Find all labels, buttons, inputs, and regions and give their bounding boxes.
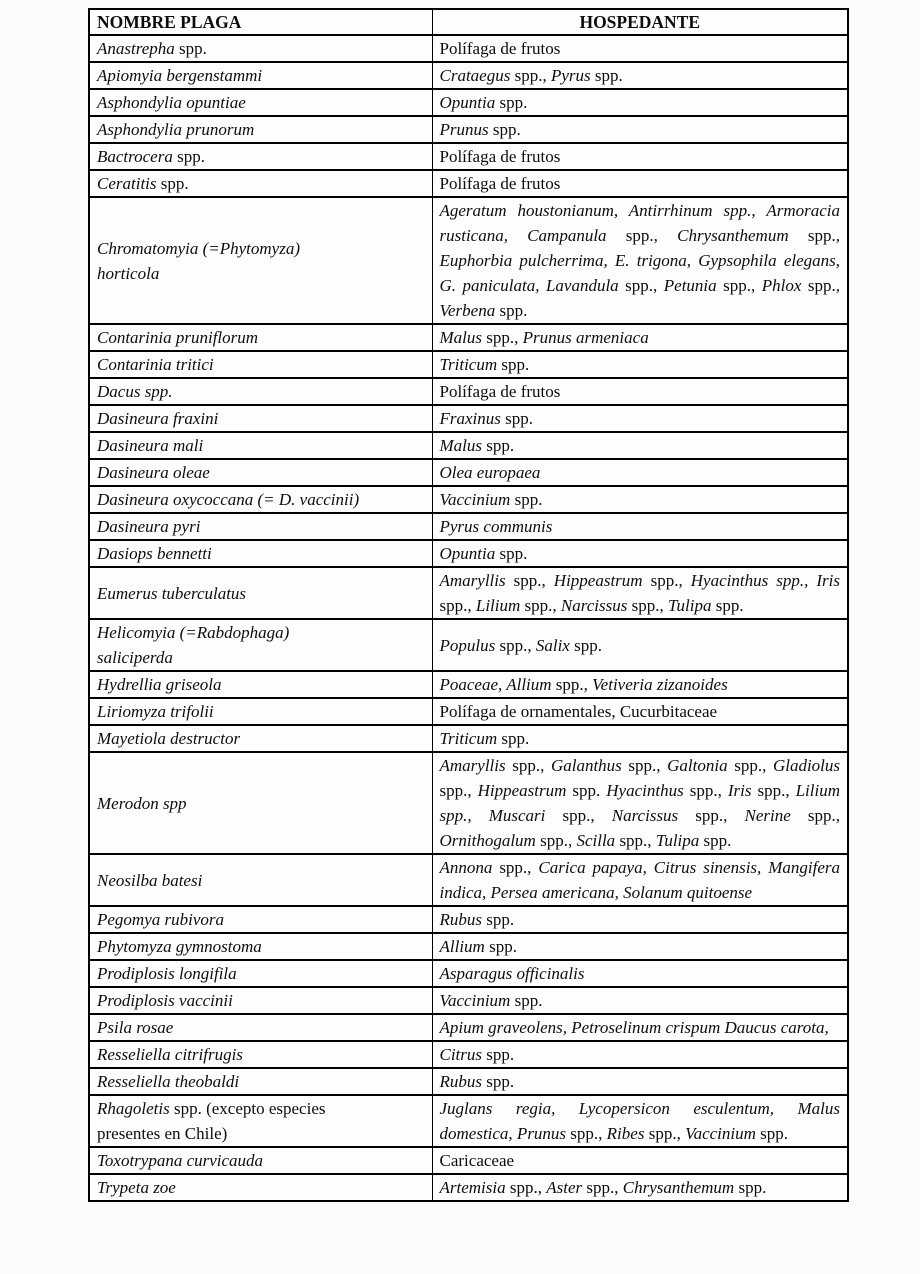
- table-row: [89, 567, 848, 619]
- text-segment: spp.,: [551, 675, 593, 694]
- table-row: [89, 486, 848, 513]
- text-segment: Polífaga de frutos: [439, 174, 561, 193]
- scientific-name: Triticum: [439, 355, 498, 374]
- hospedante-cell: [432, 671, 848, 698]
- hospedante-cell: [432, 116, 848, 143]
- scientific-name: Vaccinium: [439, 991, 511, 1010]
- text-segment: spp.: [497, 729, 530, 748]
- column-header-nombre-plaga: NOMBRE PLAGA: [89, 9, 432, 35]
- plaga-cell: [89, 933, 432, 960]
- scientific-name: Galanthus: [550, 756, 622, 775]
- scientific-name: Toxotrypana curvicauda: [97, 1151, 264, 1170]
- scientific-name: Rubus: [439, 1072, 482, 1091]
- text-segment: spp.: [711, 596, 744, 615]
- text-segment: spp.,: [615, 831, 656, 850]
- table-row: [89, 854, 848, 906]
- hospedante-cell: [432, 698, 848, 725]
- table-row: [89, 752, 848, 854]
- scientific-name: Hyacinthus spp.,: [690, 571, 809, 590]
- scientific-name: Resseliella theobaldi: [97, 1072, 240, 1091]
- plaga-cell: [89, 62, 432, 89]
- text-segment: spp.,: [621, 756, 668, 775]
- text-segment: spp.,: [627, 596, 668, 615]
- text-segment: Polífaga de frutos: [439, 147, 561, 166]
- scientific-name: Helicomyia (=Rabdophaga): [97, 623, 290, 642]
- hospedante-cell: [432, 567, 848, 619]
- hospedante-cell: [432, 378, 848, 405]
- scientific-name: Carica papaya, Citrus sinensis, Mangifera indica, Persea americana, Solanum quitoense: [439, 858, 840, 902]
- plaga-cell: [89, 1174, 432, 1201]
- scientific-name: Contarinia pruniflorum: [97, 328, 259, 347]
- scientific-name: saliciperda: [97, 648, 173, 667]
- text-segment: Caricaceae: [439, 1151, 515, 1170]
- scientific-name: Iris: [727, 781, 752, 800]
- plaga-cell: [89, 1014, 432, 1041]
- hospedante-cell: [432, 854, 848, 906]
- text-segment: spp.,: [642, 571, 691, 590]
- scientific-name: horticola: [97, 263, 160, 283]
- scientific-name: Galtonia: [667, 756, 728, 775]
- scientific-name: Dasineura mali: [97, 436, 204, 455]
- table-row: [89, 987, 848, 1014]
- scientific-name: Iris: [816, 571, 840, 590]
- text-segment: spp.,: [683, 781, 728, 800]
- table-row: [89, 197, 848, 324]
- table-row: [89, 1014, 848, 1041]
- text-segment: spp.: [495, 301, 528, 320]
- scientific-name: Rhagoletis: [97, 1099, 170, 1118]
- plaga-cell: [89, 116, 432, 143]
- scientific-name: Chromatomyia (=Phytomyza): [97, 238, 301, 258]
- text-segment: spp.,: [751, 781, 796, 800]
- table-row: [89, 116, 848, 143]
- scientific-name: Verbena: [439, 301, 496, 320]
- plaga-cell: [89, 960, 432, 987]
- scientific-name: Ceratitis: [97, 174, 157, 193]
- plaga-cell: [89, 89, 432, 116]
- text-segment: spp.: [495, 93, 528, 112]
- scientific-name: Dasiops bennetti: [97, 544, 212, 563]
- text-segment: presentes en Chile): [97, 1124, 228, 1143]
- text-segment: spp.: [566, 781, 607, 800]
- hospedante-cell: [432, 459, 848, 486]
- scientific-name: Crataegus: [439, 66, 511, 85]
- text-segment: spp.,: [520, 596, 561, 615]
- text-segment: spp.: [569, 635, 602, 655]
- hospedante-cell: [432, 351, 848, 378]
- hospedante-cell: [432, 1095, 848, 1147]
- plaga-cell: [89, 351, 432, 378]
- hospedante-cell: [432, 906, 848, 933]
- hospedante-cell: [432, 197, 848, 324]
- scientific-name: Liriomyza trifolii: [97, 702, 214, 721]
- scientific-name: Opuntia: [439, 93, 496, 112]
- hospedante-cell: [432, 324, 848, 351]
- scientific-name: Ageratum houstonianum, Antirrhinum spp., Armoracia rusticana, Campanula: [439, 201, 840, 245]
- column-header-hospedante: HOSPEDANTE: [432, 9, 848, 35]
- hospedante-cell: [432, 170, 848, 197]
- scientific-name: Vaccinium: [685, 1124, 756, 1143]
- plaga-cell: [89, 35, 432, 62]
- scientific-name: Rubus: [439, 910, 482, 929]
- hospedante-cell: [432, 1014, 848, 1041]
- text-segment: spp.: [484, 937, 517, 956]
- text-segment: spp.,: [505, 756, 551, 775]
- text-segment: spp.,: [788, 226, 840, 245]
- scientific-name: Narcissus: [611, 806, 679, 825]
- scientific-name: Asphondylia prunorum: [97, 120, 255, 139]
- scientific-name: Hydrellia griseola: [97, 675, 222, 694]
- text-segment: spp.,: [535, 831, 577, 850]
- text-segment: spp.: [482, 436, 515, 455]
- scientific-name: Citrus: [439, 1045, 483, 1064]
- text-segment: spp.,: [505, 571, 554, 590]
- scientific-name: Tulipa: [655, 831, 700, 850]
- hospedante-cell: [432, 35, 848, 62]
- scientific-name: Hippeastrum: [553, 571, 643, 590]
- text-segment: spp.,: [439, 596, 476, 615]
- table-row: [89, 698, 848, 725]
- plaga-cell: [89, 143, 432, 170]
- scientific-name: Vaccinium: [439, 490, 511, 509]
- text-segment: spp.,: [482, 328, 523, 347]
- text-segment: spp.: [510, 490, 543, 509]
- scientific-name: Olea europaea: [439, 463, 541, 482]
- hospedante-cell: [432, 513, 848, 540]
- table-row: [89, 459, 848, 486]
- text-segment: spp.: [500, 409, 534, 428]
- scientific-name: Nerine: [744, 806, 791, 825]
- scientific-name: Pyrus communis: [439, 517, 553, 536]
- scientific-name: Prodiplosis vaccinii: [97, 991, 233, 1010]
- text-segment: spp.,: [618, 276, 664, 295]
- scientific-name: Ornithogalum: [439, 831, 536, 850]
- text-segment: spp.: [482, 910, 515, 929]
- text-segment: spp.,: [492, 858, 539, 877]
- scientific-name: Aster: [546, 1178, 583, 1197]
- plaga-cell: [89, 906, 432, 933]
- text-segment: spp.,: [566, 1124, 607, 1143]
- hospedante-cell: [432, 933, 848, 960]
- plaga-cell: [89, 1147, 432, 1174]
- header-row: [89, 9, 848, 35]
- table-row: [89, 35, 848, 62]
- scientific-name: Artemisia: [439, 1178, 506, 1197]
- text-segment: spp.: [482, 1072, 515, 1091]
- scientific-name: Resseliella citrifrugis: [97, 1045, 243, 1064]
- scientific-name: Prunus: [439, 120, 489, 139]
- table-row: [89, 405, 848, 432]
- text-segment: spp. (excepto especies: [169, 1099, 326, 1118]
- plaga-cell: [89, 854, 432, 906]
- scientific-name: Bactrocera: [97, 147, 173, 166]
- scientific-name: Dacus spp.: [97, 382, 173, 401]
- scientific-name: Vetiveria zizanoides: [592, 675, 728, 694]
- table-row: [89, 378, 848, 405]
- scientific-name: Phytomyza gymnostoma: [97, 937, 262, 956]
- hospedante-cell: [432, 486, 848, 513]
- scientific-name: Anastrepha: [97, 39, 175, 58]
- scientific-name: Dasineura oleae: [97, 463, 210, 482]
- scientific-name: Chrysanthemum: [677, 226, 789, 245]
- plaga-cell: [89, 432, 432, 459]
- text-segment: spp.: [172, 147, 205, 166]
- text-segment: [472, 806, 489, 825]
- scientific-name: Asphondylia opuntiae: [97, 93, 246, 112]
- table-row: [89, 143, 848, 170]
- text-segment: spp.: [488, 120, 521, 139]
- scientific-name: Prunus armeniaca: [522, 328, 649, 347]
- plaga-cell: [89, 1068, 432, 1095]
- scientific-name: Salix: [535, 635, 570, 655]
- hospedante-cell: [432, 432, 848, 459]
- text-segment: spp.: [755, 1124, 789, 1143]
- scientific-name: Pyrus: [550, 66, 591, 85]
- scientific-name: Prodiplosis longifila: [97, 964, 237, 983]
- hospedante-cell: [432, 1174, 848, 1201]
- scientific-name: Scilla: [576, 831, 616, 850]
- plaga-cell: [89, 540, 432, 567]
- hospedante-cell: [432, 1068, 848, 1095]
- plaga-cell: [89, 619, 432, 671]
- scientific-name: Contarinia tritici: [97, 355, 214, 374]
- table-row: [89, 1147, 848, 1174]
- plaga-cell: [89, 752, 432, 854]
- plaga-cell: [89, 567, 432, 619]
- plaga-cell: [89, 698, 432, 725]
- pest-host-table: [88, 8, 849, 1202]
- plaga-cell: [89, 378, 432, 405]
- scientific-name: Hippeastrum: [477, 781, 567, 800]
- table-row: [89, 1068, 848, 1095]
- scientific-name: Apium graveolens, Petroselinum crispum Daucus carota,: [439, 1018, 829, 1037]
- text-segment: Polífaga de ornamentales, Cucurbitaceae: [439, 702, 718, 721]
- text-segment: spp.,: [678, 806, 745, 825]
- table-row: [89, 671, 848, 698]
- scientific-name: Psila rosae: [97, 1018, 174, 1037]
- text-segment: Polífaga de frutos: [439, 39, 561, 58]
- scientific-name: Amaryllis: [439, 756, 506, 775]
- scientific-name: Malus: [439, 436, 482, 455]
- scientific-name: Chrysanthemum: [622, 1178, 735, 1197]
- table-row: [89, 1041, 848, 1068]
- scientific-name: Tulipa: [667, 596, 712, 615]
- text-segment: spp.: [156, 174, 189, 193]
- scientific-name: Poaceae, Allium: [439, 675, 552, 694]
- plaga-cell: [89, 324, 432, 351]
- scientific-name: Dasineura oxycoccana (= D. vaccinii): [97, 490, 360, 509]
- table-body: [89, 35, 848, 1201]
- plaga-cell: [89, 197, 432, 324]
- hospedante-cell: [432, 987, 848, 1014]
- scientific-name: Mayetiola destructor: [97, 729, 241, 748]
- scientific-name: Fraxinus: [439, 409, 501, 428]
- text-segment: spp.,: [644, 1124, 686, 1143]
- table-row: [89, 906, 848, 933]
- text-segment: spp.: [495, 544, 528, 563]
- text-segment: spp.: [174, 39, 207, 58]
- scientific-name: Annona: [439, 858, 493, 877]
- text-segment: spp.: [734, 1178, 767, 1197]
- plaga-cell: [89, 671, 432, 698]
- plaga-cell: [89, 1095, 432, 1147]
- scientific-name: Ribes: [606, 1124, 645, 1143]
- scientific-name: Euphorbia pulcherrima, E. trigona, Gypsophila elegans, G. paniculata, Lavandula: [439, 251, 840, 295]
- text-segment: spp.: [590, 66, 623, 85]
- table-row: [89, 540, 848, 567]
- scientific-name: Merodon spp: [97, 793, 187, 813]
- text-segment: spp.,: [495, 635, 536, 655]
- text-segment: Polífaga de frutos: [439, 382, 561, 401]
- scientific-name: Phlox: [761, 276, 802, 295]
- hospedante-cell: [432, 1041, 848, 1068]
- plaga-cell: [89, 1041, 432, 1068]
- text-segment: spp.: [699, 831, 732, 850]
- scientific-name: Malus: [439, 328, 482, 347]
- table-row: [89, 513, 848, 540]
- table-row: [89, 619, 848, 671]
- scientific-name: Lilium: [475, 596, 521, 615]
- text-segment: spp.,: [790, 806, 841, 825]
- table-row: [89, 351, 848, 378]
- table-row: [89, 432, 848, 459]
- hospedante-cell: [432, 1147, 848, 1174]
- text-segment: spp.,: [510, 66, 551, 85]
- scientific-name: Narcissus: [560, 596, 628, 615]
- scientific-name: Populus: [439, 635, 496, 655]
- scientific-name: Triticum: [439, 729, 498, 748]
- table-row: [89, 1095, 848, 1147]
- hospedante-cell: [432, 405, 848, 432]
- scientific-name: Neosilba batesi: [97, 870, 203, 890]
- plaga-cell: [89, 513, 432, 540]
- scientific-name: Hyacinthus: [606, 781, 684, 800]
- text-segment: spp.: [482, 1045, 515, 1064]
- scientific-name: Trypeta zoe: [97, 1178, 176, 1197]
- hospedante-cell: [432, 960, 848, 987]
- text-segment: spp.,: [606, 226, 678, 245]
- hospedante-cell: [432, 752, 848, 854]
- scientific-name: Apiomyia bergenstammi: [97, 66, 263, 85]
- text-segment: spp.,: [716, 276, 762, 295]
- table-row: [89, 89, 848, 116]
- table-row: [89, 62, 848, 89]
- plaga-cell: [89, 486, 432, 513]
- hospedante-cell: [432, 619, 848, 671]
- hospedante-cell: [432, 89, 848, 116]
- scientific-name: Pegomya rubivora: [97, 910, 225, 929]
- table-row: [89, 170, 848, 197]
- scientific-name: Gladiolus: [772, 756, 840, 775]
- table-row: [89, 1174, 848, 1201]
- table-row: [89, 933, 848, 960]
- scientific-name: Juglans regia, Lycopersicon esculentum, Malus domestica, Prunus: [439, 1099, 840, 1143]
- text-segment: spp.,: [439, 781, 478, 800]
- scientific-name: Dasineura pyri: [97, 517, 201, 536]
- hospedante-cell: [432, 143, 848, 170]
- hospedante-cell: [432, 540, 848, 567]
- table-row: [89, 960, 848, 987]
- scientific-name: Eumerus tuberculatus: [97, 583, 247, 603]
- scientific-name: Petunia: [663, 276, 717, 295]
- scientific-name: Asparagus officinalis: [439, 964, 585, 983]
- hospedante-cell: [432, 62, 848, 89]
- text-segment: spp.,: [545, 806, 612, 825]
- scientific-name: Muscari: [488, 806, 546, 825]
- text-segment: spp.,: [727, 756, 773, 775]
- text-segment: spp.: [510, 991, 543, 1010]
- plaga-cell: [89, 459, 432, 486]
- scientific-name: Lilium spp.,: [439, 781, 840, 825]
- plaga-cell: [89, 987, 432, 1014]
- text-segment: spp.,: [505, 1178, 547, 1197]
- table-row: [89, 324, 848, 351]
- text-segment: spp.: [497, 355, 530, 374]
- scientific-name: Allium: [439, 937, 485, 956]
- plaga-cell: [89, 405, 432, 432]
- text-segment: spp.,: [801, 276, 840, 295]
- scientific-name: Amaryllis: [439, 571, 506, 590]
- hospedante-cell: [432, 725, 848, 752]
- text-segment: spp.,: [582, 1178, 623, 1197]
- plaga-cell: [89, 725, 432, 752]
- scientific-name: Opuntia: [439, 544, 496, 563]
- scientific-name: Dasineura fraxini: [97, 409, 219, 428]
- plaga-cell: [89, 170, 432, 197]
- table-row: [89, 725, 848, 752]
